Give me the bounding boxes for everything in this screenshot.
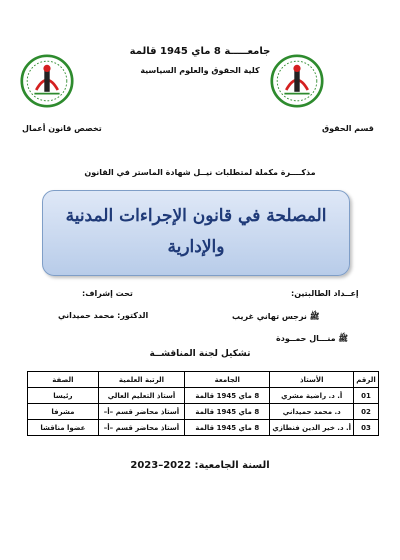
student-mark: ﷺ [309, 312, 320, 321]
specialty: تخصص قانون أعمال [22, 124, 102, 133]
cell-number: 02 [354, 404, 379, 420]
cell-professor: أ. د. راضية مشري [270, 388, 354, 404]
title-line-1: المصلحة في قانون الإجراءات المدنية [65, 206, 327, 226]
memo-intro: مذكــــرة مكملة لمتطلبات نيــل شهادة الماستر في القانون [84, 168, 316, 177]
cell-number: 01 [354, 388, 379, 404]
cell-role: مشرفا [28, 404, 99, 420]
university-emblem-icon [20, 54, 74, 108]
student-mark: ﷺ [338, 334, 349, 343]
prepared-by-label: إعــداد الطالبتين: [291, 289, 359, 298]
table-header-row [28, 372, 379, 388]
cell-university: 8 ماي 1945 قالمة [185, 388, 270, 404]
header-number: الرقم [354, 372, 379, 388]
header-professor: الأستاذ [270, 372, 354, 388]
supervisor-label: تحت إشراف: [82, 289, 133, 298]
student-2-name: منـــال حمــودة [276, 334, 336, 343]
table-row [28, 388, 379, 404]
cell-university: 8 ماي 1945 قالمة [185, 420, 270, 436]
cell-professor: أ. د. خير الدين فنطازي [270, 420, 354, 436]
table-row [28, 404, 379, 420]
student-name [276, 333, 348, 345]
cell-rank: أستاذ محاضر قسم –أ– [98, 420, 184, 436]
title-box [42, 190, 350, 276]
table-row [28, 420, 379, 436]
header-role: الصفة [28, 372, 99, 388]
cell-role: رئيسا [28, 388, 99, 404]
committee-title: تشكيل لجنة المناقشــة [149, 349, 251, 359]
cell-rank: أستاذ التعليم العالي [98, 388, 184, 404]
cell-role: عضوا مناقشا [28, 420, 99, 436]
cell-professor: د. محمد حميداني [270, 404, 354, 420]
cell-university: 8 ماي 1945 قالمة [185, 404, 270, 420]
header-rank: الرتبة العلمية [98, 372, 184, 388]
academic-year: السنة الجامعية: 2022–2023 [130, 460, 270, 471]
supervisor-name: الدكتور: محمد حميداني [58, 311, 149, 320]
university-emblem-icon [270, 54, 324, 108]
committee-table [27, 371, 379, 436]
title-line-2: والإدارية [167, 237, 225, 257]
faculty-name: كلية الحقوق والعلوم السياسية [140, 66, 260, 75]
student-name [232, 311, 319, 323]
department: قسم الحقوق [322, 124, 374, 133]
cell-number: 03 [354, 420, 379, 436]
university-name: جامعـــــة 8 ماي 1945 قالمة [129, 46, 271, 57]
cell-rank: أستاذ محاضر قسم –أ– [98, 404, 184, 420]
student-1-name: نرجس تهاني غريب [232, 312, 307, 321]
header-university: الجامعة [185, 372, 270, 388]
